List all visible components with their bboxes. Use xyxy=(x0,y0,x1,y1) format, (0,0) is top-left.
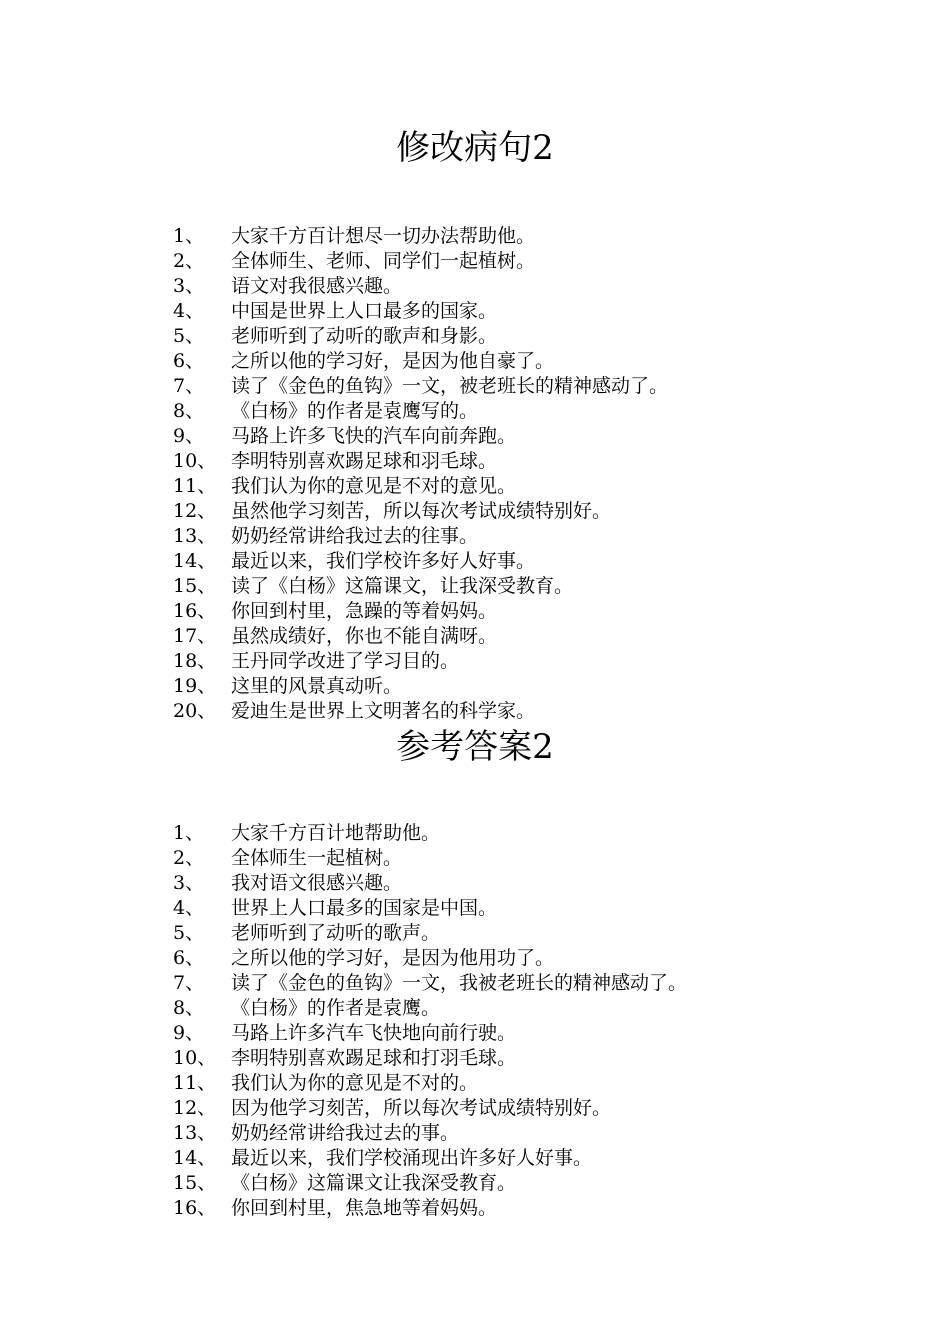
answer-item-text: 之所以他的学习好，是因为他用功了。 xyxy=(231,947,555,969)
exercise-item-number: 9、 xyxy=(173,425,205,447)
exercise-item-text: 爱迪生是世界上文明著名的科学家。 xyxy=(231,700,536,722)
answer-item-text: 我们认为你的意见是不对的。 xyxy=(231,1072,479,1094)
answer-item xyxy=(173,821,687,846)
answer-item xyxy=(173,1146,687,1171)
answer-item-number: 5、 xyxy=(173,922,205,944)
answer-item-text: 最近以来，我们学校涌现出许多好人好事。 xyxy=(231,1147,593,1169)
answer-item-number: 3、 xyxy=(173,872,205,894)
answer-item-number: 11、 xyxy=(173,1072,217,1094)
exercise-item-number: 2、 xyxy=(173,250,205,272)
answer-item xyxy=(173,846,687,871)
answer-item-text: 我对语文很感兴趣。 xyxy=(231,872,403,894)
exercise-item xyxy=(173,574,668,599)
section-title-answers: 参考答案2 xyxy=(396,727,554,767)
exercise-item-number: 5、 xyxy=(173,325,205,347)
exercise-item xyxy=(173,424,668,449)
exercise-item-number: 19、 xyxy=(173,675,217,697)
answer-item-number: 2、 xyxy=(173,847,205,869)
answer-item-text: 马路上许多汽车飞快地向前行驶。 xyxy=(231,1022,517,1044)
exercise-item-text: 语文对我很感兴趣。 xyxy=(231,275,403,297)
answer-item-text: 大家千方百计地帮助他。 xyxy=(231,822,441,844)
answer-item xyxy=(173,946,687,971)
answer-item-number: 16、 xyxy=(173,1197,217,1219)
answer-item-text: 因为他学习刻苦，所以每次考试成绩特别好。 xyxy=(231,1097,612,1119)
exercise-item-text: 大家千方百计想尽一切办法帮助他。 xyxy=(231,225,536,247)
answer-item-text: 李明特别喜欢踢足球和打羽毛球。 xyxy=(231,1047,517,1069)
answer-item xyxy=(173,871,687,896)
answer-item-text: 世界上人口最多的国家是中国。 xyxy=(231,897,498,919)
exercise-item-text: 虽然成绩好，你也不能自满呀。 xyxy=(231,625,498,647)
answer-item-number: 6、 xyxy=(173,947,205,969)
answer-item xyxy=(173,1121,687,1146)
answer-item xyxy=(173,921,687,946)
answer-item xyxy=(173,971,687,996)
exercise-item xyxy=(173,224,668,249)
exercise-item-number: 3、 xyxy=(173,275,205,297)
exercise-item xyxy=(173,399,668,424)
exercise-item xyxy=(173,649,668,674)
exercise-item-number: 18、 xyxy=(173,650,217,672)
exercise-item-number: 7、 xyxy=(173,375,205,397)
exercise-item-text: 读了《白杨》这篇课文，让我深受教育。 xyxy=(231,575,574,597)
exercise-item xyxy=(173,449,668,474)
answer-item-number: 14、 xyxy=(173,1147,217,1169)
answer-item-number: 9、 xyxy=(173,1022,205,1044)
exercise-item xyxy=(173,324,668,349)
exercise-item-number: 12、 xyxy=(173,500,217,522)
exercise-item-text: 《白杨》的作者是袁鹰写的。 xyxy=(231,400,479,422)
exercise-item-text: 王丹同学改进了学习目的。 xyxy=(231,650,460,672)
exercise-item-text: 读了《金色的鱼钩》一文，被老班长的精神感动了。 xyxy=(231,375,669,397)
exercise-item xyxy=(173,599,668,624)
answer-item-text: 你回到村里，焦急地等着妈妈。 xyxy=(231,1197,498,1219)
answer-item xyxy=(173,1171,687,1196)
exercise-item xyxy=(173,374,668,399)
answer-item-number: 12、 xyxy=(173,1097,217,1119)
exercise-item-text: 最近以来，我们学校许多好人好事。 xyxy=(231,550,536,572)
exercise-item xyxy=(173,474,668,499)
exercise-item-number: 20、 xyxy=(173,700,217,722)
exercise-item-text: 中国是世界上人口最多的国家。 xyxy=(231,300,498,322)
exercise-item-number: 10、 xyxy=(173,450,217,472)
answer-item-number: 7、 xyxy=(173,972,205,994)
exercise-item-text: 虽然他学习刻苦，所以每次考试成绩特别好。 xyxy=(231,500,612,522)
exercise-list xyxy=(173,224,668,724)
answer-item-number: 13、 xyxy=(173,1122,217,1144)
answer-item-text: 奶奶经常讲给我过去的事。 xyxy=(231,1122,460,1144)
exercise-item xyxy=(173,549,668,574)
answer-item-number: 8、 xyxy=(173,997,205,1019)
answer-item xyxy=(173,1196,687,1221)
answer-item xyxy=(173,1021,687,1046)
answer-item xyxy=(173,1071,687,1096)
answer-item-number: 10、 xyxy=(173,1047,217,1069)
exercise-item-text: 马路上许多飞快的汽车向前奔跑。 xyxy=(231,425,517,447)
answer-item-text: 读了《金色的鱼钩》一文，我被老班长的精神感动了。 xyxy=(231,972,688,994)
answer-item-text: 《白杨》这篇课文让我深受教育。 xyxy=(231,1172,517,1194)
exercise-item-number: 4、 xyxy=(173,300,205,322)
exercise-item xyxy=(173,249,668,274)
exercise-item xyxy=(173,349,668,374)
exercise-item-text: 我们认为你的意见是不对的意见。 xyxy=(231,475,517,497)
answer-list xyxy=(173,821,687,1221)
exercise-item-number: 15、 xyxy=(173,575,217,597)
exercise-item-number: 1、 xyxy=(173,225,205,247)
exercise-item-number: 13、 xyxy=(173,525,217,547)
exercise-item-number: 11、 xyxy=(173,475,217,497)
exercise-item-text: 你回到村里，急躁的等着妈妈。 xyxy=(231,600,498,622)
answer-item-text: 全体师生一起植树。 xyxy=(231,847,403,869)
exercise-item xyxy=(173,674,668,699)
exercise-item xyxy=(173,499,668,524)
exercise-item-number: 14、 xyxy=(173,550,217,572)
answer-item xyxy=(173,1096,687,1121)
exercise-item-text: 奶奶经常讲给我过去的往事。 xyxy=(231,525,479,547)
exercise-item-text: 全体师生、老师、同学们一起植树。 xyxy=(231,250,536,272)
exercise-item-text: 李明特别喜欢踢足球和羽毛球。 xyxy=(231,450,498,472)
exercise-item xyxy=(173,699,668,724)
exercise-item-text: 之所以他的学习好，是因为他自豪了。 xyxy=(231,350,555,372)
answer-item xyxy=(173,996,687,1021)
exercise-item-number: 6、 xyxy=(173,350,205,372)
exercise-item xyxy=(173,274,668,299)
exercise-item-number: 17、 xyxy=(173,625,217,647)
answer-item-number: 15、 xyxy=(173,1172,217,1194)
exercise-item xyxy=(173,299,668,324)
exercise-item xyxy=(173,524,668,549)
exercise-item-text: 老师听到了动听的歌声和身影。 xyxy=(231,325,498,347)
answer-item xyxy=(173,1046,687,1071)
answer-item-text: 老师听到了动听的歌声。 xyxy=(231,922,441,944)
exercise-item-number: 8、 xyxy=(173,400,205,422)
section-title-exercises: 修改病句2 xyxy=(396,128,554,168)
answer-item-text: 《白杨》的作者是袁鹰。 xyxy=(231,997,441,1019)
exercise-item-text: 这里的风景真动听。 xyxy=(231,675,403,697)
answer-item-number: 4、 xyxy=(173,897,205,919)
exercise-item xyxy=(173,624,668,649)
exercise-item-number: 16、 xyxy=(173,600,217,622)
answer-item xyxy=(173,896,687,921)
answer-item-number: 1、 xyxy=(173,822,205,844)
